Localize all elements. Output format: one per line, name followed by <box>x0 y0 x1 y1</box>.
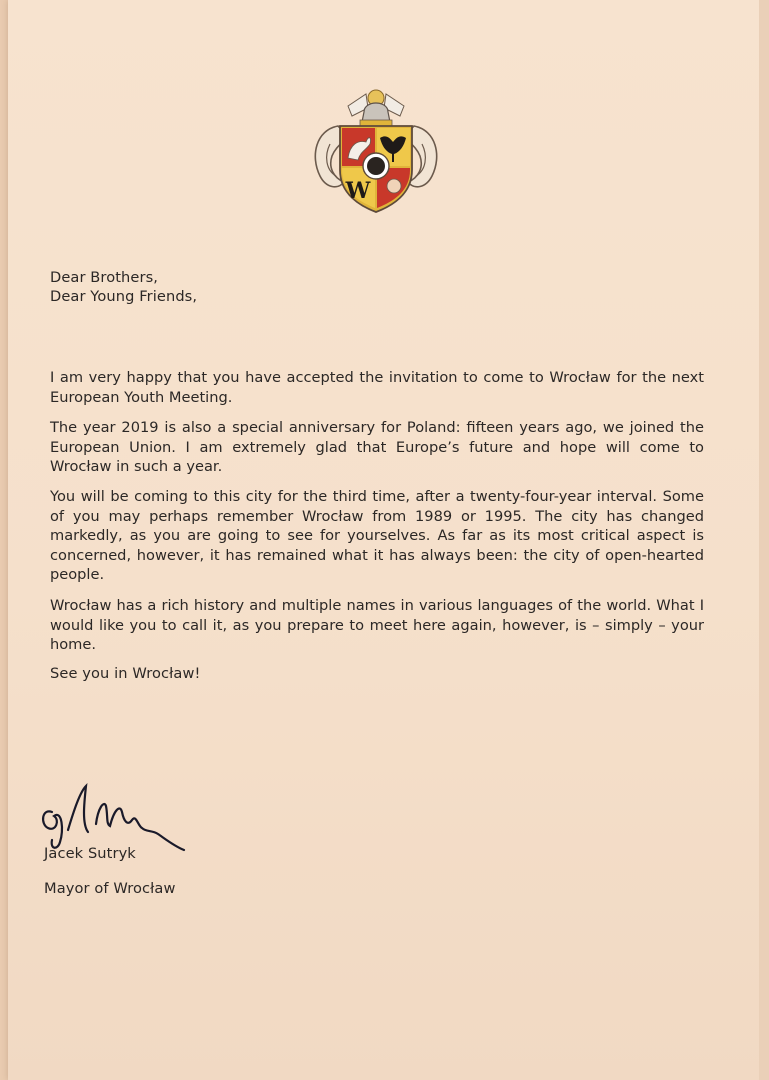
signatory-name: Jacek Sutryk <box>44 845 136 862</box>
desk-edge-right <box>759 0 769 1080</box>
closing-line: See you in Wrocław! <box>50 665 201 682</box>
crest-monogram: W <box>345 178 371 204</box>
paragraph-anniversary: The year 2019 is also a special anniversary for Poland: fifteen years ago, we joined the European Union. I am extremely glad that Europe’s future and hope will come to Wrocław in such a year. <box>50 419 704 475</box>
paragraph-invitation: I am very happy that you have accepted the invitation to come to Wrocław for the next European Youth Meeting. <box>50 369 704 406</box>
greeting-line-1: Dear Brothers, <box>50 269 159 286</box>
greeting-line-2: Dear Young Friends, <box>50 288 198 305</box>
signatory-title: Mayor of Wrocław <box>44 880 176 897</box>
medallion-head <box>367 157 385 175</box>
paragraph-third-time: You will be coming to this city for the third time, after a twenty-four-year interval. Some of you may perhaps remember Wrocław from 1989 or 1995. The city has changed markedly, as you are going to see for yourselves. As far as its most critical aspect is concerned, however, it has remained what it has always been: the city of open-hearted people. <box>50 488 704 583</box>
wroclaw-coat-of-arms-icon <box>308 86 444 214</box>
helmet <box>362 103 390 122</box>
paragraph-history: Wrocław has a rich history and multiple names in various languages of the world. What I would like you to call it, as you prepare to meet here again, however, is – simply – your home. <box>50 597 704 653</box>
saint-head <box>387 179 401 193</box>
